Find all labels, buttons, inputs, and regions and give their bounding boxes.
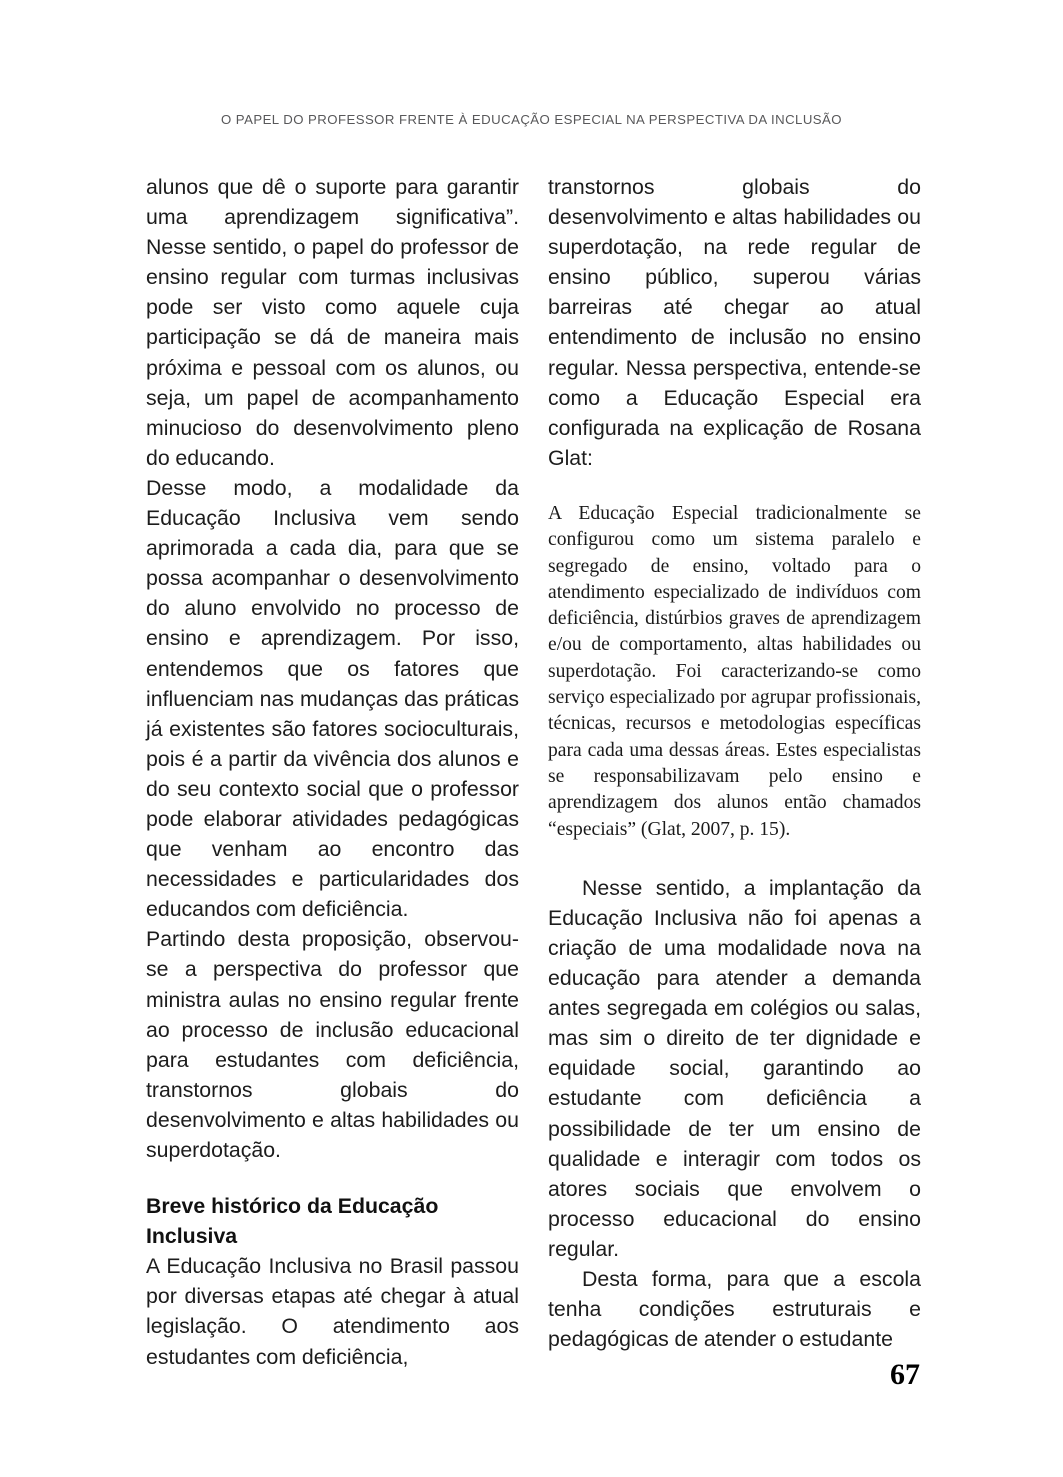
running-header: O PAPEL DO PROFESSOR FRENTE À EDUCAÇÃO ESPECIAL NA PERSPECTIVA DA INCLUSÃO <box>220 112 843 127</box>
paragraph: A Educação Inclusiva no Brasil passou por diversas etapas até chegar à atual legislação. O atendimento aos estudantes com deficiência, <box>146 1254 519 1369</box>
spacer <box>548 843 921 873</box>
two-column-body <box>146 172 921 1369</box>
spacer <box>146 1165 519 1191</box>
paragraph: Partindo desta proposição, observou-se a perspectiva do professor que ministra aulas no ensino regular frente ao processo de inclusão educacional para estudantes com deficiência, transtornos globais do desenvolvimento e altas habilidades ou superdotação. <box>146 927 519 1162</box>
right-column <box>548 172 921 1354</box>
block-quote: A Educação Especial tradicionalmente se configurou como um sistema paralelo e segregado de ensino, voltado para o atendimento especializado de indivíduos com deficiência, distúrbios graves de aprendizagem e/ou de comportamento, altas habilidades ou superdotação. Foi caracterizando-se como serviço especializado por agrupar profissionais, técnicas, recursos e metodologias específicas para cada uma dessas áreas. Estes especialistas se responsabilizavam pelo ensino e aprendizagem dos alunos então chamados “especiais” (Glat, 2007, p. 15). <box>548 502 921 840</box>
page-number: 67 <box>890 1358 920 1391</box>
paragraph: transtornos globais do desenvolvimento e altas habilidades ou superdotação, na rede regular de ensino público, superou várias barreiras até chegar ao atual entendimento de inclusão no ensino regular. Nessa perspectiva, entende-se como a Educação Especial era configurada na explicação de Rosana Glat: <box>548 175 921 470</box>
paragraph: alunos que dê o suporte para garantir uma aprendizagem significativa”. Nesse sentido, o papel do professor de ensino regular com turmas inclusivas pode ser visto como aquele cuja participação se dá de maneira mais próxima e pessoal com os alunos, ou seja, um papel de acompanhamento minucioso do desenvolvimento pleno do educando. <box>146 175 519 470</box>
paragraph: Desta forma, para que a escola tenha condições estruturais e pedagógicas de atender o estudante <box>548 1267 921 1352</box>
paragraph: Desse modo, a modalidade da Educação Inclusiva vem sendo aprimorada a cada dia, para que se possa acompanhar o desenvolvimento do aluno envolvido no processo de ensino e aprendizagem. Por isso, entendemos que os fatores que influenciam nas mudanças das práticas já existentes são fatores socioculturais, pois é a partir da vivência dos alunos e do seu contexto social que o professor pode elaborar atividades pedagógicas que venham ao encontro das necessidades e particularidades dos educandos com deficiência. <box>146 475 519 922</box>
left-column <box>146 172 519 1372</box>
spacer <box>548 473 921 501</box>
section-heading: Breve histórico da Educação Inclusiva <box>146 1194 439 1249</box>
paragraph: Nesse sentido, a implantação da Educação Inclusiva não foi apenas a criação de uma modalidade nova na educação para atender a demanda antes segregada em colégios ou salas, mas sim o direito de ter dignidade e equidade social, garantindo ao estudante com deficiência a possibilidade de ter um ensino de qualidade e interagir com todos os atores sociais que envolvem o processo educacional do ensino regular. <box>548 875 921 1261</box>
